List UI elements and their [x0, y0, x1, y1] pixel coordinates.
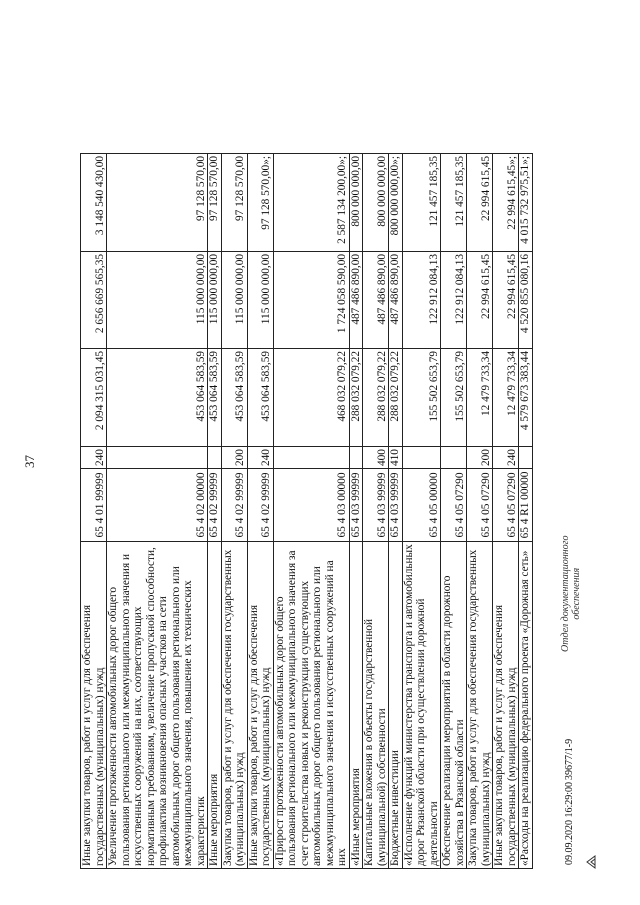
row-amount-year3: 800 000 000,00 — [349, 154, 363, 252]
row-expense-type: 200 — [467, 447, 493, 469]
row-name: «Исполнение функций министерства транспорта и автомобильных дорог Рязанской области при осуществлении дорожной деятельности — [402, 542, 441, 869]
table-row — [81, 154, 107, 869]
row-amount-year3: 121 457 185,35 — [402, 154, 441, 252]
row-name: Увеличение протяженности автомобильных дорог общего пользования регионального или межмуниципального значения и искусственных сооружений на них, соответствующих нормативным требованиям, увеличение пропускной способности, профилактика возникновения опасных участков на сети автомобильных дорог общего пользования регионального или межмуниципального значения, повышение их технических характеристик — [107, 542, 208, 869]
row-code: 65 4 01 99999 — [81, 469, 107, 542]
row-code: 65 4 03 99999 — [389, 469, 403, 542]
row-amount-year3: 121 457 185,35 — [441, 154, 467, 252]
table-row — [402, 154, 441, 869]
row-amount-year2: 22 994 615,45 — [467, 252, 493, 349]
row-amount-year3: 800 000 000,00»; — [389, 154, 403, 252]
row-amount-year2: 1 724 058 590,00 — [273, 252, 349, 349]
row-amount-year2: 115 000 000,00 — [221, 252, 247, 349]
row-name: Иные закупки товаров, работ и услуг для обеспечения государственных (муниципальных) нужд — [81, 542, 107, 869]
row-amount-year2: 4 520 855 080,16 — [519, 252, 533, 349]
row-amount-year3: 97 128 570,00 — [107, 154, 208, 252]
footer-timestamp: 09.09.2020 16:29:00 — [564, 781, 575, 865]
row-name: «Прирост протяженности автомобильных дорог общего пользования регионального или межмуниципального значения за счет строительства новых и реконструкции существующих автомобильных дорог общего пользования регионального или межмуниципального значения и искусственных сооружений на них — [273, 542, 349, 869]
row-amount-year3: 97 128 570,00 — [208, 154, 222, 252]
row-expense-type — [208, 447, 222, 469]
row-name: Капитальные вложения в объекты государственной (муниципальной) собственности — [363, 542, 389, 869]
row-name: Закупка товаров, работ и услуг для обеспечения государственных (муниципальных) нужд — [467, 542, 493, 869]
row-amount-year1: 4 579 673 383,44 — [519, 349, 533, 447]
row-amount-year3: 97 128 570,00 — [221, 154, 247, 252]
row-code: 65 4 02 99999 — [208, 469, 222, 542]
row-expense-type — [519, 447, 533, 469]
row-amount-year3: 22 994 615,45»; — [493, 154, 519, 252]
row-amount-year1: 155 502 653,79 — [402, 349, 441, 447]
budget-table — [80, 153, 533, 869]
row-amount-year2: 2 656 669 565,35 — [81, 252, 107, 349]
row-code: 65 4 03 99999 — [349, 469, 363, 542]
table-row — [441, 154, 467, 869]
row-amount-year2: 115 000 000,00 — [107, 252, 208, 349]
logo-icon — [583, 855, 593, 869]
table-row — [467, 154, 493, 869]
row-expense-type: 240 — [247, 447, 273, 469]
row-name: «Иные мероприятия — [349, 542, 363, 869]
table-row — [349, 154, 363, 869]
row-code: 65 4 02 00000 — [107, 469, 208, 542]
row-amount-year2: 487 486 890,00 — [349, 252, 363, 349]
row-amount-year1: 288 032 079,22 — [363, 349, 389, 447]
page-number: 37 — [22, 455, 37, 468]
row-code: 65 4 03 00000 — [273, 469, 349, 542]
row-expense-type: 240 — [81, 447, 107, 469]
row-name: Иные закупки товаров, работ и услуг для обеспечения государственных (муниципальных) нужд — [493, 542, 519, 869]
row-amount-year3: 3 148 540 430,00 — [81, 154, 107, 252]
row-amount-year1: 288 032 079,22 — [349, 349, 363, 447]
row-expense-type: 200 — [221, 447, 247, 469]
row-expense-type — [349, 447, 363, 469]
table-row — [208, 154, 222, 869]
row-name: Иные закупки товаров, работ и услуг для обеспечения государственных (муниципальных) нужд — [247, 542, 273, 869]
row-code: 65 4 05 07290 — [467, 469, 493, 542]
row-code: 65 4 03 99999 — [363, 469, 389, 542]
row-amount-year1: 288 032 079,22 — [389, 349, 403, 447]
row-code: 65 4 02 99999 — [221, 469, 247, 542]
row-amount-year1: 453 064 583,59 — [107, 349, 208, 447]
row-expense-type — [107, 447, 208, 469]
row-name: Бюджетные инвестиции — [389, 542, 403, 869]
row-amount-year2: 115 000 000,00 — [247, 252, 273, 349]
row-name: Иные мероприятия — [208, 542, 222, 869]
table-body — [81, 154, 533, 869]
row-code: 65 4 05 00000 — [402, 469, 441, 542]
row-amount-year3: 4 015 732 975,51»; — [519, 154, 533, 252]
row-amount-year1: 453 064 583,59 — [221, 349, 247, 447]
row-amount-year2: 487 486 890,00 — [363, 252, 389, 349]
table-row — [107, 154, 208, 869]
footer-stamp-line2: обеспечения — [571, 567, 582, 620]
table-row — [363, 154, 389, 869]
row-code: 65 4 05 07290 — [493, 469, 519, 542]
row-amount-year1: 12 479 733,34 — [493, 349, 519, 447]
table-row — [493, 154, 519, 869]
row-amount-year3: 22 994 615,45 — [467, 154, 493, 252]
row-name: «Расходы на реализацию федерального проекта «Дорожная сеть» — [519, 542, 533, 869]
row-amount-year2: 115 000 000,00 — [208, 252, 222, 349]
row-amount-year1: 468 032 079,22 — [273, 349, 349, 447]
row-code: 65 4 R1 00000 — [519, 469, 533, 542]
row-amount-year1: 2 094 315 031,45 — [81, 349, 107, 447]
row-amount-year2: 487 486 890,00 — [389, 252, 403, 349]
row-amount-year2: 122 912 084,13 — [441, 252, 467, 349]
footer-stamp-line1: Отдел документационного — [560, 535, 571, 652]
row-code: 65 4 05 07290 — [441, 469, 467, 542]
row-amount-year2: 122 912 084,13 — [402, 252, 441, 349]
table-row — [273, 154, 349, 869]
row-expense-type — [402, 447, 441, 469]
footer-document-code: 39677/1-9 — [564, 738, 575, 780]
row-amount-year1: 155 502 653,79 — [441, 349, 467, 447]
row-amount-year2: 22 994 615,45 — [493, 252, 519, 349]
row-expense-type: 400 — [363, 447, 389, 469]
row-expense-type — [273, 447, 349, 469]
row-expense-type — [441, 447, 467, 469]
row-expense-type: 240 — [493, 447, 519, 469]
row-amount-year1: 453 064 583,59 — [247, 349, 273, 447]
footer-stamp — [560, 535, 582, 652]
row-name: Обеспечение реализации мероприятий в области дорожного хозяйства в Рязанской области — [441, 542, 467, 869]
table-row — [519, 154, 533, 869]
table-row — [389, 154, 403, 869]
table-row — [247, 154, 273, 869]
row-amount-year3: 800 000 000,00 — [363, 154, 389, 252]
row-amount-year3: 2 587 134 200,00»; — [273, 154, 349, 252]
row-amount-year1: 12 479 733,34 — [467, 349, 493, 447]
row-amount-year3: 97 128 570,00»; — [247, 154, 273, 252]
row-code: 65 4 02 99999 — [247, 469, 273, 542]
row-name: Закупка товаров, работ и услуг для обеспечения государственных (муниципальных) нужд — [221, 542, 247, 869]
row-expense-type: 410 — [389, 447, 403, 469]
table-row — [221, 154, 247, 869]
row-amount-year1: 453 064 583,59 — [208, 349, 222, 447]
